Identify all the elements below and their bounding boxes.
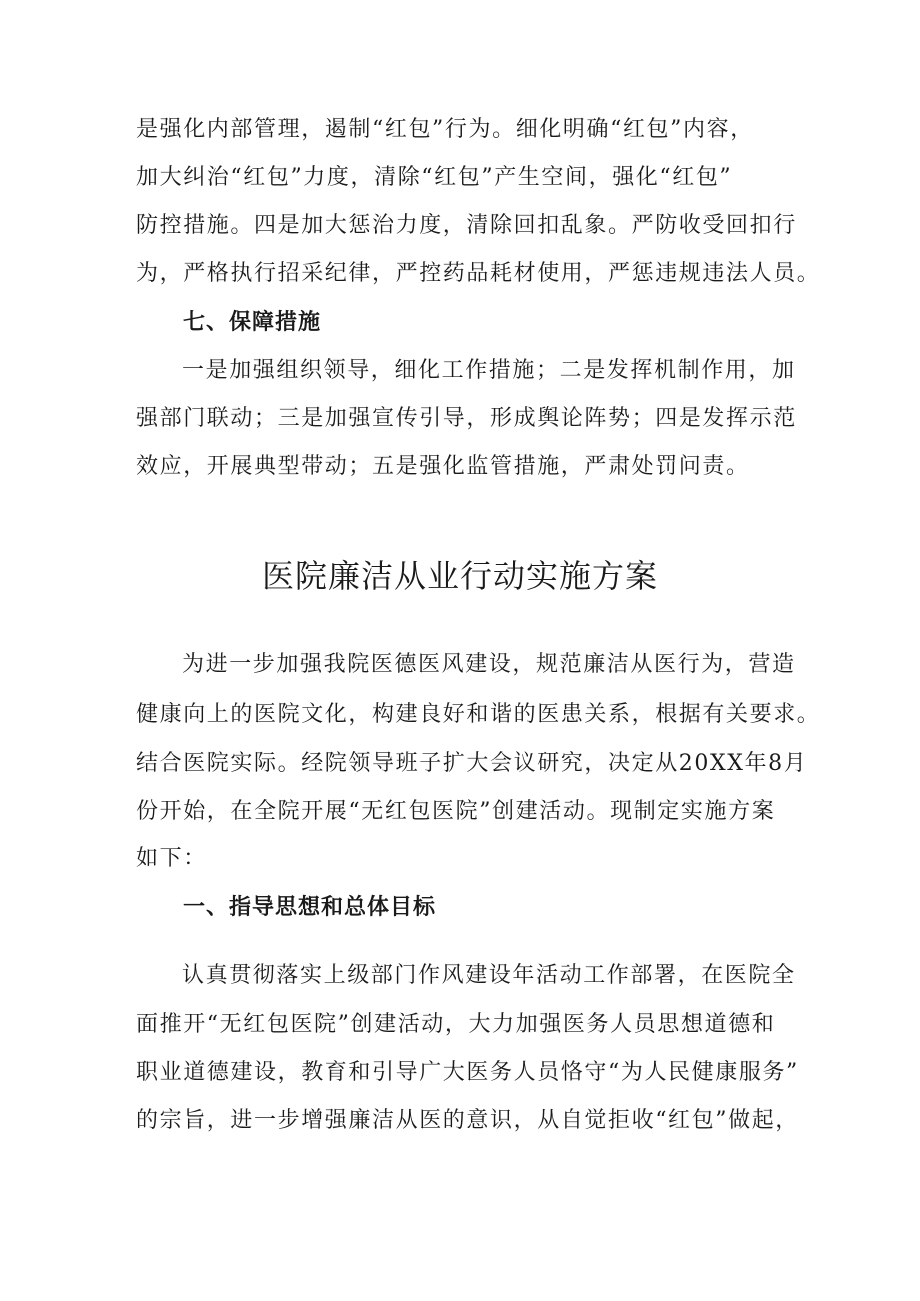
body-text-line: 效应，开展典型带动；五是强化监管措施，严肃处罚问责。 <box>136 454 750 479</box>
body-text-line: 份开始，在全院开展“无红包医院”创建活动。现制定实施方案 <box>136 799 776 824</box>
body-text-line: 加大纠治“红包”力度，清除“红包”产生空间，强化“红包” <box>136 165 733 190</box>
body-text-line: 为进一步加强我院医德医风建设，规范廉洁从医行为，营造 <box>182 652 796 677</box>
body-text-line: 的宗旨，进一步增强廉洁从医的意识，从自觉拒收“红包”做起， <box>136 1108 799 1133</box>
body-text-line: 认真贯彻落实上级部门作风建设年活动工作部署，在医院全 <box>182 963 796 988</box>
body-text-line: 健康向上的医院文化，构建良好和谐的医患关系，根据有关要求。 <box>136 702 821 727</box>
document-title: 医院廉洁从业行动实施方案 <box>261 557 658 595</box>
body-text-line: 一是加强组织领导，细化工作措施；二是发挥机制作用，加 <box>182 358 796 383</box>
body-text-line: 面推开“无红包医院”创建活动，大力加强医务人员思想道德和 <box>136 1012 776 1037</box>
body-text-line: 防控措施。四是加大惩治力度，清除回扣乱象。严防收受回扣行 <box>136 213 797 238</box>
body-text-line: 强部门联动；三是加强宣传引导，形成舆论阵势；四是发挥示范 <box>136 406 797 431</box>
body-text-line: 是强化内部管理，遏制“红包”行为。细化明确“红包”内容， <box>136 117 754 142</box>
body-text-line: 为，严格执行招采纪律，严控药品耗材使用，严惩违规违法人员。 <box>136 261 821 286</box>
body-text-line: 如下： <box>136 846 207 871</box>
section-heading-7: 七、保障措施 <box>183 310 322 335</box>
section-heading-1: 一、指导思想和总体目标 <box>183 895 437 920</box>
body-text-line: 结合医院实际。经院领导班子扩大会议研究，决定从20XX年8月 <box>136 751 808 776</box>
body-text-line: 职业道德建设，教育和引导广大医务人员恪守“为人民健康服务” <box>136 1060 799 1085</box>
